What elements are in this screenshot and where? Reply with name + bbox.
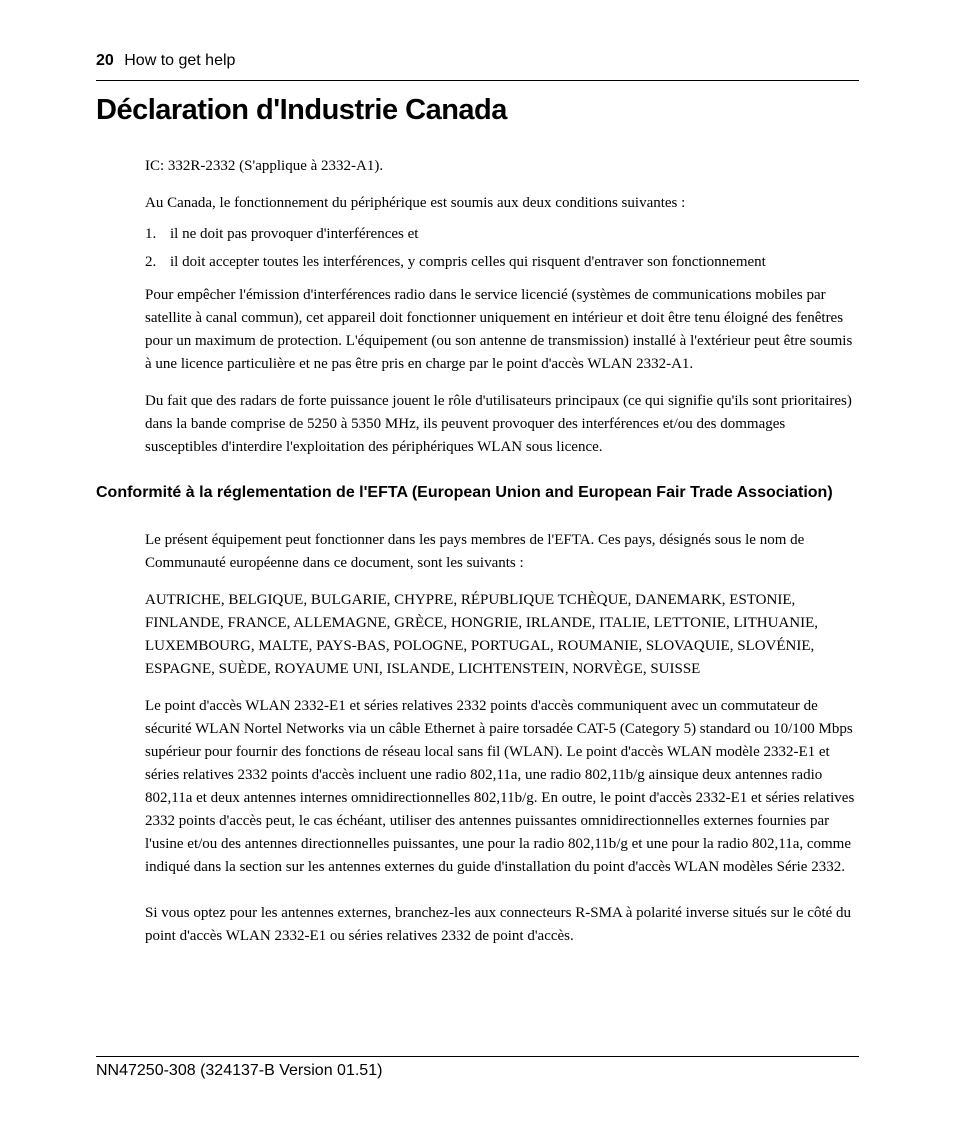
ic-line: IC: 332R-2332 (S'applique à 2332-A1). xyxy=(145,158,384,174)
country-list: AUTRICHE, BELGIQUE, BULGARIE, CHYPRE, RÉPUBLIQUE TCHÈQUE, DANEMARK, ESTONIE, FINLANDE, FRANCE, ALLEMAGNE, GRÈCE, HONGRIE, IRLANDE, ITALIE, LETTONIE, LITHUANIE, LUXEMBOURG, MALTE, PAYS-BAS, POLOGNE, PORTUGAL, ROUMANIE, SLOVAQUIE, SLOVÉNIE, ESPAGNE, SUÈDE, ROYAUME UNI, ISLANDE, LICHTENSTEIN, NORVÈGE, SUISSE xyxy=(145,592,819,677)
header-text xyxy=(96,52,235,70)
condition-number: 2. xyxy=(145,254,157,270)
document-id: NN47250-308 (324137-B Version 01.51) xyxy=(96,1062,383,1079)
condition-item-1 xyxy=(145,223,857,246)
page-title: Déclaration d'Industrie Canada xyxy=(96,94,507,126)
canada-intro: Au Canada, le fonctionnement du périphérique est soumis aux deux conditions suivantes : xyxy=(145,195,686,211)
page-number: 20 xyxy=(96,52,114,69)
section-name: How to get help xyxy=(124,52,236,69)
paragraph-wlan: Le point d'accès WLAN 2332-E1 et séries relatives 2332 points d'accès communiquent avec un commutateur de sécurité WLAN Nortel Networks via un câble Ethernet à paire torsadée CAT-5 (Category 5) standard ou 10/100 Mbps supérieur pour fournir des fonctions de réseau local sans fil (WLAN). Le point d'accès WLAN modèle 2332-E1 et séries relatives 2332 points d'accès incluent une radio 802,11a, une radio 802,11b/g ainsique deux antennes radio 802,11a et deux antennes internes omnidirectionnelles 802,11b/g. En outre, le point d'accès 2332-E1 et séries relatives 2332 points d'accès peut, le cas échéant, utiliser des antennes puissantes omnidirectionnelles externes fournies par l'usine et/ou des antennes directionnelles puissantes, une pour la radio 802,11b/g et une pour la radio 802,11a, comme indiqué dans la section sur les antennes externes du guide d'installation du point d'accès WLAN modèles Série 2332. xyxy=(145,698,855,875)
condition-text: il doit accepter toutes les interférences, y compris celles qui risquent d'entraver son fonctionnement xyxy=(170,254,766,270)
condition-text: il ne doit pas provoquer d'interférences et xyxy=(170,226,419,242)
condition-number: 1. xyxy=(145,226,157,242)
efta-intro: Le présent équipement peut fonctionner dans les pays membres de l'EFTA. Ces pays, désignés sous le nom de Communauté européenne dans ce document, sont les suivants : xyxy=(145,532,805,571)
page-footer xyxy=(96,1056,859,1079)
efta-heading: Conformité à la réglementation de l'EFTA (European Union and European Fair Trade Association) xyxy=(96,484,833,501)
paragraph-interference: Pour empêcher l'émission d'interférences radio dans le service licencié (systèmes de communications mobiles par satellite à canal commun), cet appareil doit fonctionner uniquement en intérieur et doit être tenu éloigné des fenêtres pour un maximum de protection. L'équipement (ou son antenne de transmission) installé à l'extérieur peut être soumis à une licence particulière et ne pas être pris en charge par le point d'accès WLAN 2332-A1. xyxy=(145,287,853,372)
paragraph-antennas: Si vous optez pour les antennes externes, branchez-les aux connecteurs R-SMA à polarité inverse situés sur le côté du point d'accès WLAN 2332-E1 ou séries relatives 2332 de point d'accès. xyxy=(145,905,852,944)
page-header xyxy=(96,50,859,81)
condition-item-2 xyxy=(145,251,857,274)
paragraph-radar: Du fait que des radars de forte puissance jouent le rôle d'utilisateurs principaux (ce qui signifie qu'ils sont prioritaires) dans la bande comprise de 5250 à 5350 MHz, ils peuvent provoquer des interférences et/ou des dommages susceptibles d'interdire l'exploitation des périphériques WLAN sous licence. xyxy=(145,393,852,455)
